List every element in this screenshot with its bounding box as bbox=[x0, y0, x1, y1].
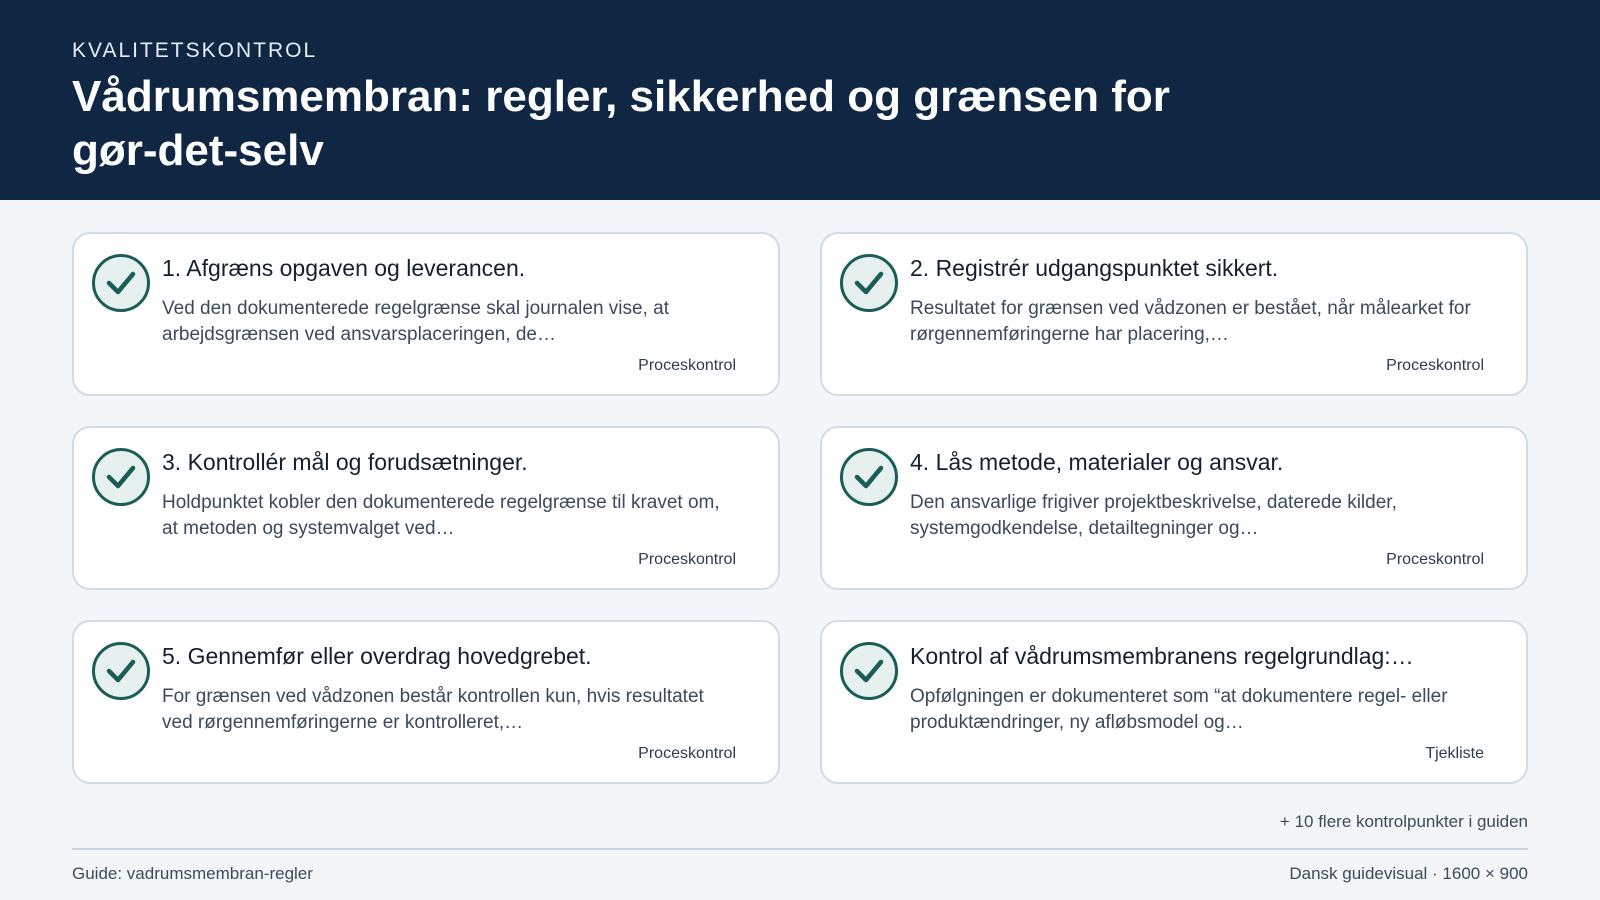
check-circle-icon bbox=[92, 642, 150, 700]
card-tag: Proceskontrol bbox=[638, 551, 736, 568]
checklist-card-2[interactable] bbox=[820, 232, 1528, 396]
card-title: 5. Gennemfør eller overdrag hovedgrebet. bbox=[162, 643, 592, 669]
card-description: Opfølgningen er dokumenteret som “at dokumentere regel- eller produktændringer, ny afløbsmodel og… bbox=[910, 686, 1448, 733]
check-circle-icon bbox=[840, 642, 898, 700]
footer-guide-label: Guide: vadrumsmembran-regler bbox=[72, 864, 313, 883]
card-title: Kontrol af vådrumsmembranens regelgrundlag:… bbox=[910, 643, 1414, 669]
card-description: Den ansvarlige frigiver projektbeskrivelse, daterede kilder, systemgodkendelse, detailtegninger og… bbox=[910, 492, 1397, 539]
check-circle-icon bbox=[840, 254, 898, 312]
card-tag: Tjekliste bbox=[1425, 745, 1484, 762]
card-title: 3. Kontrollér mål og forudsætninger. bbox=[162, 449, 528, 475]
check-circle-icon bbox=[92, 254, 150, 312]
checklist-card-6[interactable] bbox=[820, 620, 1528, 784]
card-description: Resultatet for grænsen ved vådzonen er bestået, når målearket for rørgennemføringerne har placering,… bbox=[910, 298, 1471, 345]
checklist-card-3[interactable] bbox=[72, 426, 780, 590]
footer-meta-label: Dansk guidevisual · 1600 × 900 bbox=[1289, 864, 1528, 883]
card-title: 2. Registrér udgangspunktet sikkert. bbox=[910, 255, 1279, 281]
card-title: 4. Lås metode, materialer og ansvar. bbox=[910, 449, 1284, 475]
card-tag: Proceskontrol bbox=[1386, 357, 1484, 374]
checklist-card-5[interactable] bbox=[72, 620, 780, 784]
card-tag: Proceskontrol bbox=[638, 357, 736, 374]
card-tag: Proceskontrol bbox=[638, 745, 736, 762]
card-description: Ved den dokumenterede regelgrænse skal journalen vise, at arbejdsgrænsen ved ansvarsplaceringen, de… bbox=[162, 298, 669, 345]
check-circle-icon bbox=[840, 448, 898, 506]
check-circle-icon bbox=[92, 448, 150, 506]
card-description: Holdpunktet kobler den dokumenterede regelgrænse til kravet om, at metoden og systemvalget ved… bbox=[162, 492, 720, 539]
checklist-card-4[interactable] bbox=[820, 426, 1528, 590]
card-description: For grænsen ved vådzonen består kontrollen kun, hvis resultatet ved rørgennemføringerne er kontrolleret,… bbox=[162, 686, 704, 733]
eyebrow-label: KVALITETSKONTROL bbox=[72, 39, 318, 62]
header-banner bbox=[0, 0, 1600, 200]
card-title: 1. Afgræns opgaven og leverancen. bbox=[162, 255, 526, 281]
footer-divider bbox=[72, 848, 1528, 850]
checklist-card-1[interactable] bbox=[72, 232, 780, 396]
card-tag: Proceskontrol bbox=[1386, 551, 1484, 568]
more-checkpoints-link[interactable]: + 10 flere kontrolpunkter i guiden bbox=[1279, 812, 1528, 831]
page-title: Vådrumsmembran: regler, sikkerhed og grænsen for gør-det-selv bbox=[72, 72, 1170, 175]
